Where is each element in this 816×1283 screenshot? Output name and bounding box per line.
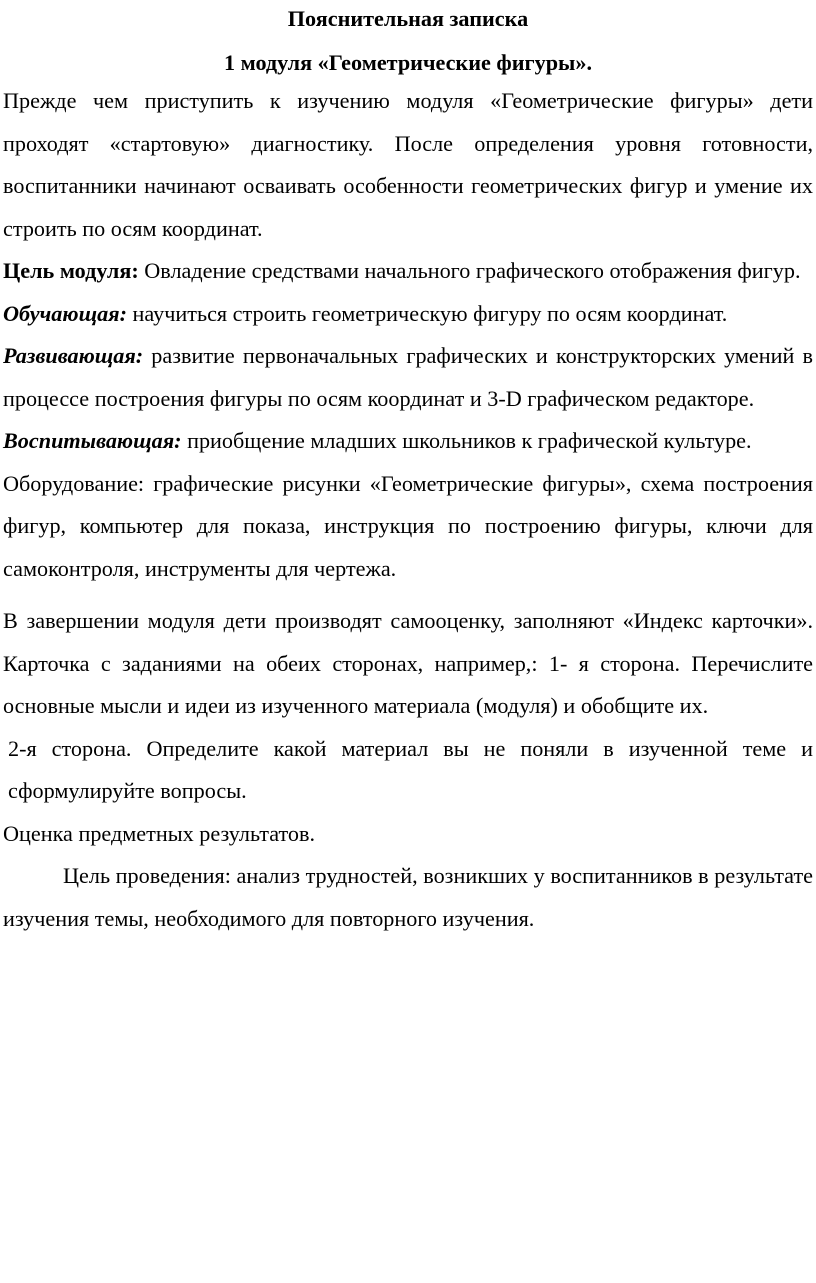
document-subtitle: 1 модуля «Геометрические фигуры». [223,50,593,75]
goal-label: Цель модуля: [3,258,139,283]
side2-paragraph: 2-я сторона. Определите какой материал вы не поняли в изученной теме и сформулируйте вопросы. [8,735,813,803]
educational-text: научиться строить геометрическую фигуру по осям координат. [126,300,728,326]
goal-text: Овладение средствами начального графического отображения фигур. [138,258,801,283]
document-title: Пояснительная записка [287,6,529,31]
nurturing-paragraph [3,420,813,463]
conclusion-paragraph: В завершении модуля дети производят самооценку, заполняют «Индекс карточки». Карточка с заданиями на обеих сторонах, например,: 1- я сторона. Перечислите основные мысли и идеи из изученного материала (модуля) и обобщите их. [3,608,813,718]
educational-label: Обучающая: [3,300,127,326]
developing-paragraph [3,335,813,420]
educational-paragraph [3,293,813,336]
nurturing-text: приобщение младших школьников к графической культуре. [181,428,752,453]
nurturing-label: Воспитывающая: [3,428,182,453]
developing-label: Развивающая: [3,343,144,368]
purpose-paragraph: Цель проведения: анализ трудностей, возникших у воспитанников в результате изучения темы, необходимого для повторного изучения. [3,863,813,931]
developing-text: развитие первоначальных графических и конструкторских умений в процессе построения фигуры по осям координат и 3-D графическом редакторе. [3,343,813,411]
assessment-heading: Оценка предметных результатов. [3,820,316,846]
equipment-paragraph: Оборудование: графические рисунки «Геометрические фигуры», схема построения фигур, компьютер для показа, инструкция по построению фигуры, ключи для самоконтроля, инструменты для чертежа. [3,470,813,581]
goal-paragraph [3,250,813,293]
intro-paragraph: Прежде чем приступить к изучению модуля «Геометрические фигуры» дети проходят «стартовую» диагностику. После определения уровня готовности, воспитанники начинают осваивать особенности геометрических фигур и умение их строить по осям координат. [3,88,813,241]
